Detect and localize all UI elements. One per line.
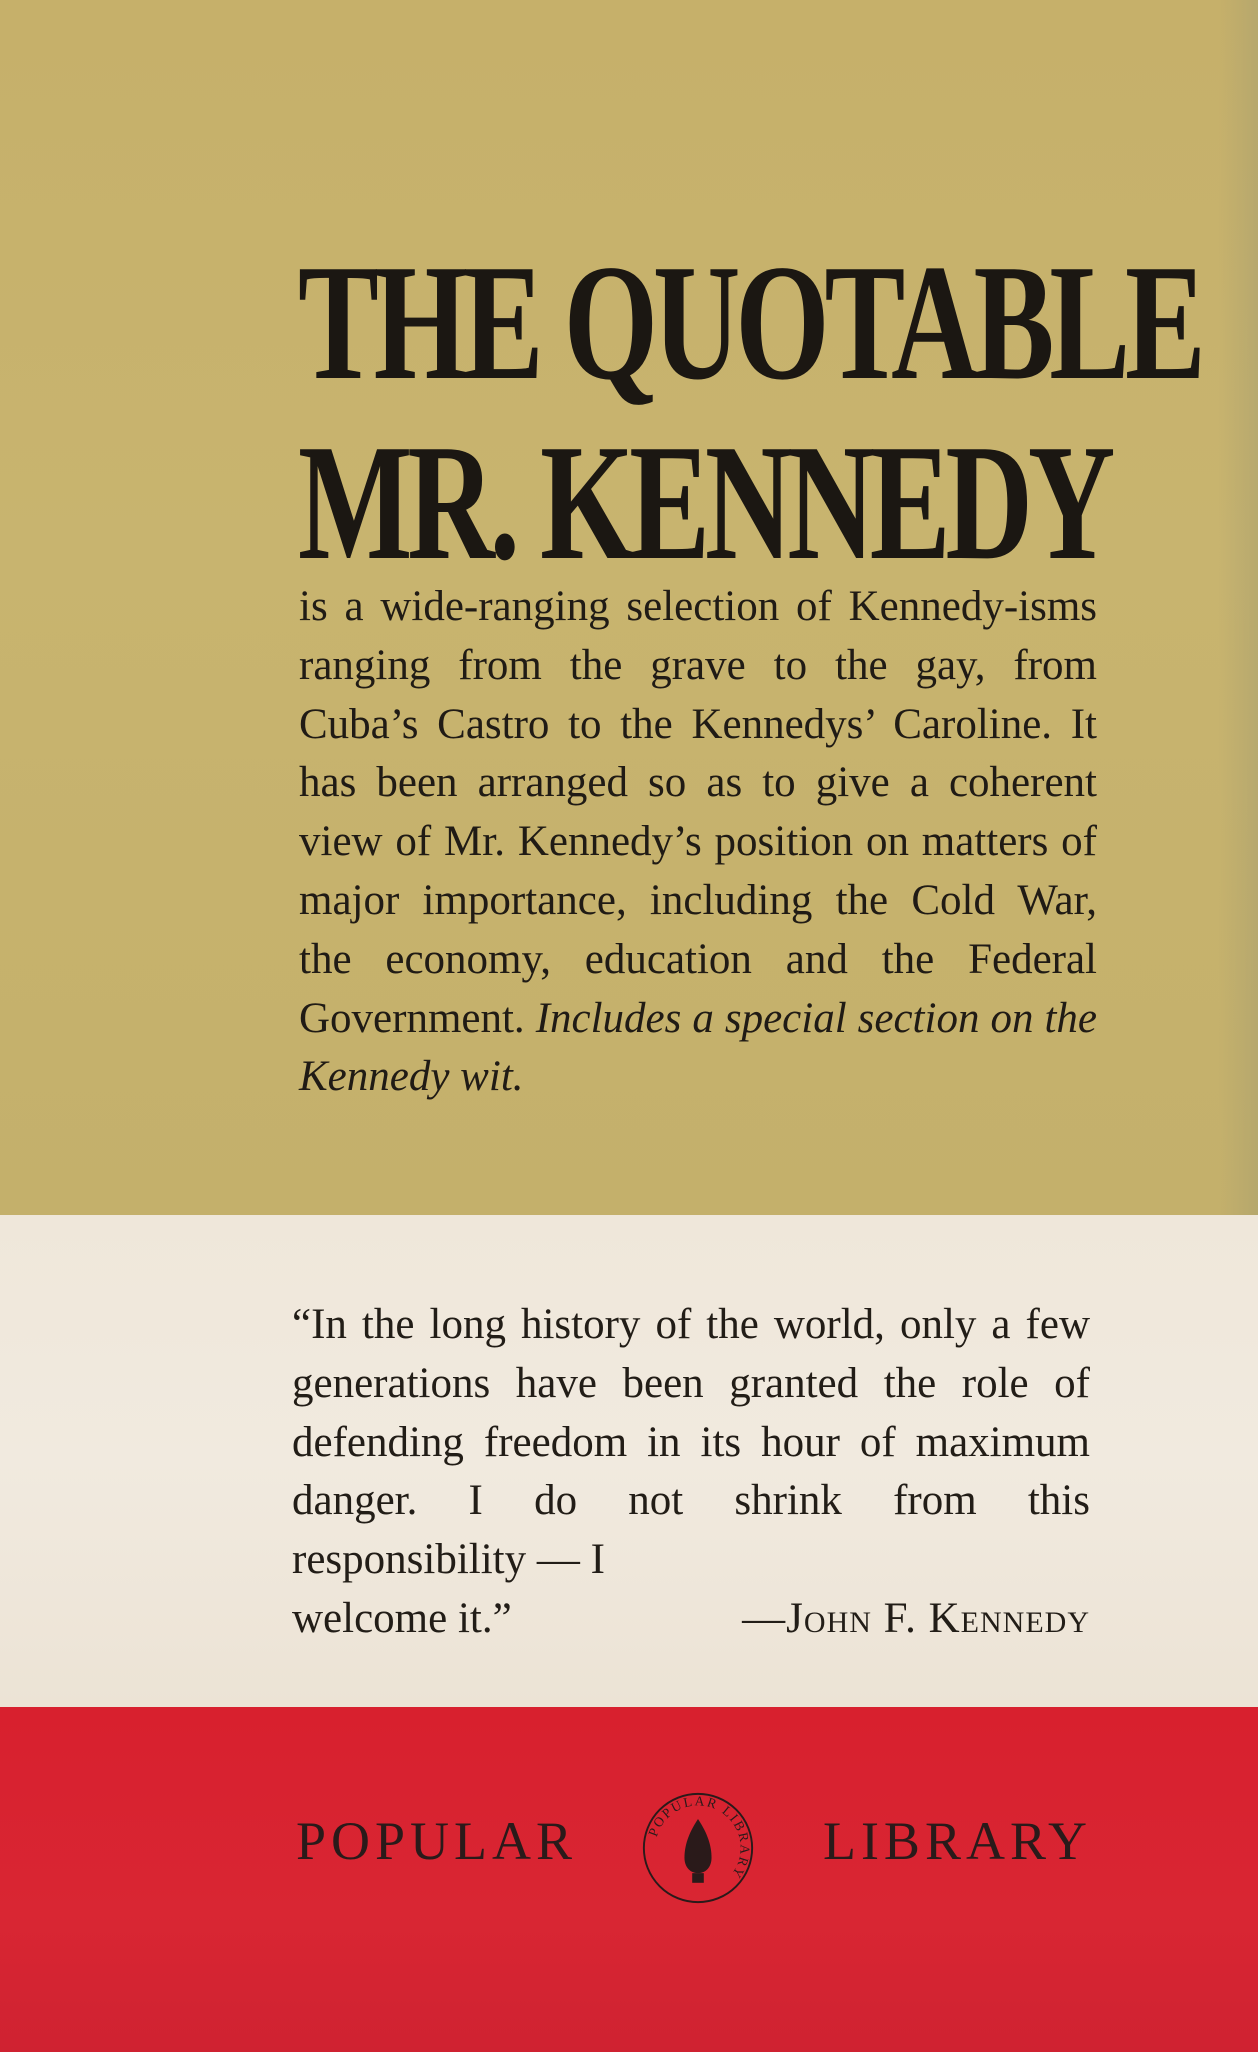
logo-base-icon <box>692 1873 704 1883</box>
book-title <box>298 230 1201 594</box>
publisher-word-right: LIBRARY <box>822 1811 1092 1871</box>
kennedy-quote: “In the long history of the world, only a few generations have been granted the role of defending freedom in its hour of maximum danger. I do not shrink from this responsibility — I <box>292 1301 1090 1584</box>
title-line-1: THE QUOTABLE <box>298 230 1201 414</box>
quote-attribution: —John F. Kennedy <box>742 1595 1090 1642</box>
publisher-word-left: POPULAR <box>296 1811 578 1871</box>
logo-ring-text: POPULAR LIBRARY <box>645 1793 753 1883</box>
quote-closing-line <box>292 1590 1090 1650</box>
blurb-main-text: is a wide-ranging selection of Kennedy-isms ranging from the grave to the gay, from Cuba’s Castro to the Kennedys’ Caroline. It has been arranged so as to give a coherent view of Mr. Kennedy’s position on matters of major importance, including the Cold War, the economy, education and the Federal Government. <box>299 583 1097 1042</box>
logo-flame-icon <box>684 1819 711 1873</box>
title-line-2: MR. KENNEDY <box>298 410 1111 594</box>
popular-library-logo-icon <box>640 1790 756 1906</box>
publisher-imprint <box>296 1790 1092 1910</box>
blurb-italic-text: Includes a special section on the Kennedy wit. <box>299 994 1097 1101</box>
quote-end-text: welcome it.” <box>292 1595 512 1642</box>
blurb-paragraph <box>299 578 1097 1107</box>
